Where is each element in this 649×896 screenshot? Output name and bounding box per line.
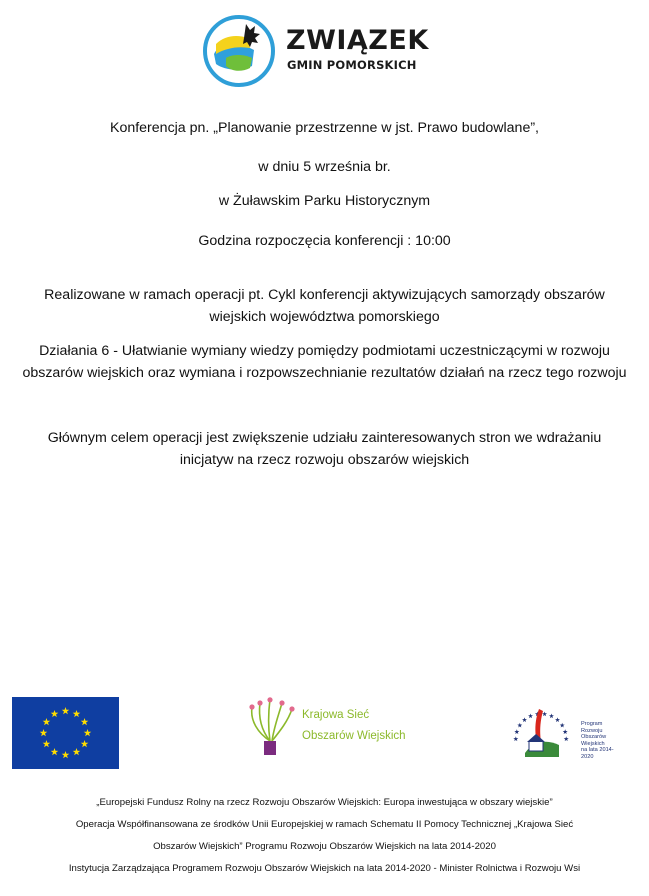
eu-star: [51, 710, 59, 717]
eu-star: [84, 729, 92, 736]
footer-line-4: Instytucja Zarządzająca Programem Rozwoju Obszarów Wiejskich na lata 2014-2020 - Minister Rolnictwa i Rozwoju Wsi: [68, 863, 581, 874]
goal-paragraph-line-1: Głównym celem operacji jest zwiększenie udziału zainteresowanych stron we wdrażaniu: [47, 430, 602, 446]
footer-line-3: Obszarów Wiejskich” Programu Rozwoju Obszarów Wiejskich na lata 2014-2020: [153, 841, 496, 852]
eu-star: [43, 718, 51, 725]
zgp-logo: [202, 14, 429, 88]
eu-star: [62, 751, 70, 758]
zgp-emblem-icon: [202, 14, 276, 88]
ksow-emblem-icon: [246, 697, 302, 757]
prow-emblem-icon: [505, 701, 579, 767]
ksow-name-line-2: Obszarów Wiejskich: [302, 730, 406, 742]
prow-line-3: Obszarów: [581, 734, 607, 740]
eu-flag-logo: [12, 697, 119, 769]
prow-star: [563, 729, 568, 734]
footer-line-2: Operacja Współfinansowana ze środków Unii Europejskiej w ramach Schematu II Pomocy Technicznej „Krajowa Sieć: [75, 819, 574, 830]
conference-venue: w Żuławskim Parku Historycznym: [218, 193, 431, 209]
eu-star: [81, 740, 89, 747]
logo-subtitle: GMIN POMORSKICH: [287, 58, 417, 72]
operation-paragraph-line-1: Realizowane w ramach operacji pt. Cykl konferencji aktywizujących samorządy obszarów: [44, 287, 605, 303]
conference-date: w dniu 5 września br.: [258, 159, 391, 175]
operation-paragraph-line-2: wiejskich województwa pomorskiego: [209, 309, 440, 325]
prow-star: [513, 736, 518, 741]
footer-line-1: „Europejski Fundusz Rolny na rzecz Rozwoju Obszarów Wiejskich: Europa inwestująca w obszary wiejskie”: [96, 797, 553, 808]
eu-star: [43, 740, 51, 747]
prow-line-1: Program: [581, 721, 603, 727]
action-paragraph-line-1: Działania 6 - Ułatwianie wymiany wiedzy pomiędzy podmiotami uczestniczącymi w rozwoju: [39, 343, 610, 359]
ksow-name-line-1: Krajowa Sieć: [302, 709, 370, 721]
prow-star: [528, 713, 533, 718]
prow-star: [517, 723, 522, 728]
prow-star: [514, 729, 519, 734]
prow-star: [555, 717, 560, 722]
prow-line-4: Wiejskich: [581, 740, 605, 747]
eu-star: [73, 710, 81, 717]
prow-star: [560, 723, 565, 728]
eu-star: [62, 707, 70, 714]
prow-logo: [505, 701, 625, 767]
eu-star: [81, 718, 89, 725]
conference-start-time: Godzina rozpoczęcia konferencji : 10:00: [198, 233, 451, 249]
prow-line-2: Rozwoju: [581, 727, 603, 734]
prow-star: [542, 711, 547, 716]
ksow-logo: [246, 697, 426, 757]
eu-star: [73, 748, 81, 755]
eu-stars-icon: [12, 697, 119, 769]
prow-star: [564, 736, 569, 741]
goal-paragraph-line-2: inicjatyw na rzecz rozwoju obszarów wiejskich: [179, 452, 470, 468]
prow-star: [549, 713, 554, 718]
eu-star: [40, 729, 48, 736]
logo-title: ZWIĄZEK: [286, 25, 429, 56]
prow-star: [522, 717, 527, 722]
action-paragraph-line-2: obszarów wiejskich oraz wymiana i rozpowszechnianie rezultatów działań na rzecz tego rozwoju: [22, 365, 627, 381]
prow-name: [581, 721, 625, 760]
conference-title: Konferencja pn. „Planowanie przestrzenne w jst. Prawo budowlane”,: [109, 120, 539, 136]
eu-star: [51, 748, 59, 755]
prow-line-5: na lata 2014-2020: [581, 747, 614, 760]
